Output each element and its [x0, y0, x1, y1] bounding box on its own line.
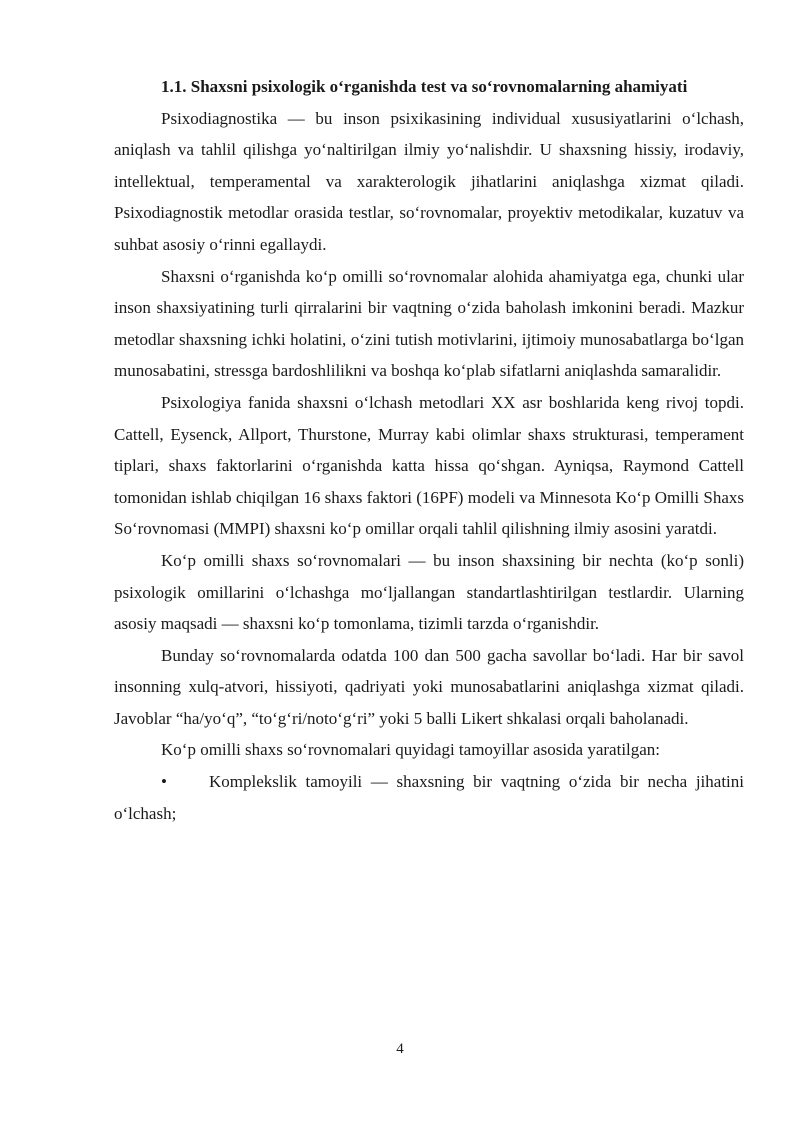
- bullet-icon: •: [161, 772, 167, 792]
- document-page: [114, 71, 744, 829]
- paragraph-body: Ko‘p omilli shaxs so‘rovnomalari — bu inson shaxsining bir nechta (ko‘p sonli) psixologik omillarini o‘lchashga mo‘ljallangan standartlashtirilgan testlardir. Ularning asosiy maqsadi — shaxsni ko‘p tomonlama, tizimli tarzda o‘rganishdir.: [114, 550, 744, 634]
- paragraph-text: Psixodiagnostika — bu inson psixikasining individual xususiyatlarini o‘lchash, aniqlash va tahlil qilishga yo‘naltirilgan ilmiy yo‘nalishdir. U shaxsning hissiy, irodaviy, intellektual, temperamental va xarakterologik jihatlarini aniqlashga xizmat qiladi.: [114, 108, 744, 191]
- paragraph-text-continued: Psixodiagnostik metodlar orasida testlar, so‘rovnomalar, proyektiv metodikalar, kuzatuv va suhbat asosiy o‘rinni egallaydi.: [114, 203, 744, 254]
- paragraph-psixodiagnostika: [114, 103, 744, 261]
- paragraph-body: Ko‘p omilli shaxs so‘rovnomalari quyidagi tamoyillar asosida yaratilgan:: [161, 740, 661, 760]
- paragraph-body: Psixologiya fanida shaxsni o‘lchash metodlari XX asr boshlarida keng rivoj topdi. Cattell, Eysenck, Allport, Thurstone, Murray kabi olimlar shaxs strukturasi, temperament tiplari, shaxs faktorlarini o‘rganishda katta hissa qo‘shgan. Ayniqsa, Raymond Cattell tomonidan ishlab chiqilgan 16 shaxs faktori (16PF) modeli va Minnesota Ko‘p Omilli Shaxs So‘rovnomasi (MMPI) shaxsni ko‘p omillar orqali tahlil qilishning ilmiy asosini yaratdi.: [114, 392, 744, 539]
- section-heading: 1.1. Shaxsni psixologik o‘rganishda test va so‘rovnomalarning ahamiyati: [161, 77, 688, 96]
- list-item: [114, 766, 744, 829]
- list-item-text: Komplekslik tamoyili — shaxsning bir vaqtning o‘zida bir necha jihatini o‘lchash;: [114, 772, 744, 823]
- paragraph-body: Shaxsni o‘rganishda ko‘p omilli so‘rovnomalar alohida ahamiyatga ega, chunki ular inson shaxsiyatining turli qirralarini bir vaqtning o‘zida baholash imkonini beradi. Mazkur metodlar shaxsning ichki holatini, o‘zini tutish motivlarini, ijtimoiy munosabatlarga bo‘lgan munosabatini, stressga bardoshlilikni va boshqa ko‘plab sifatlarni aniqlashda samaralidir.: [114, 266, 744, 381]
- page-number: 4: [396, 1041, 404, 1057]
- paragraph-body: Bunday so‘rovnomalarda odatda 100 dan 500 gacha savollar bo‘ladi. Har bir savol insonning xulq-atvori, hissiyoti, qadriyati yoki munosabatlarini aniqlashga xizmat qiladi. Javoblar “ha/yo‘q”, “to‘g‘ri/noto‘g‘ri” yoki 5 balli Likert shkalasi orqali baholanadi.: [114, 645, 744, 728]
